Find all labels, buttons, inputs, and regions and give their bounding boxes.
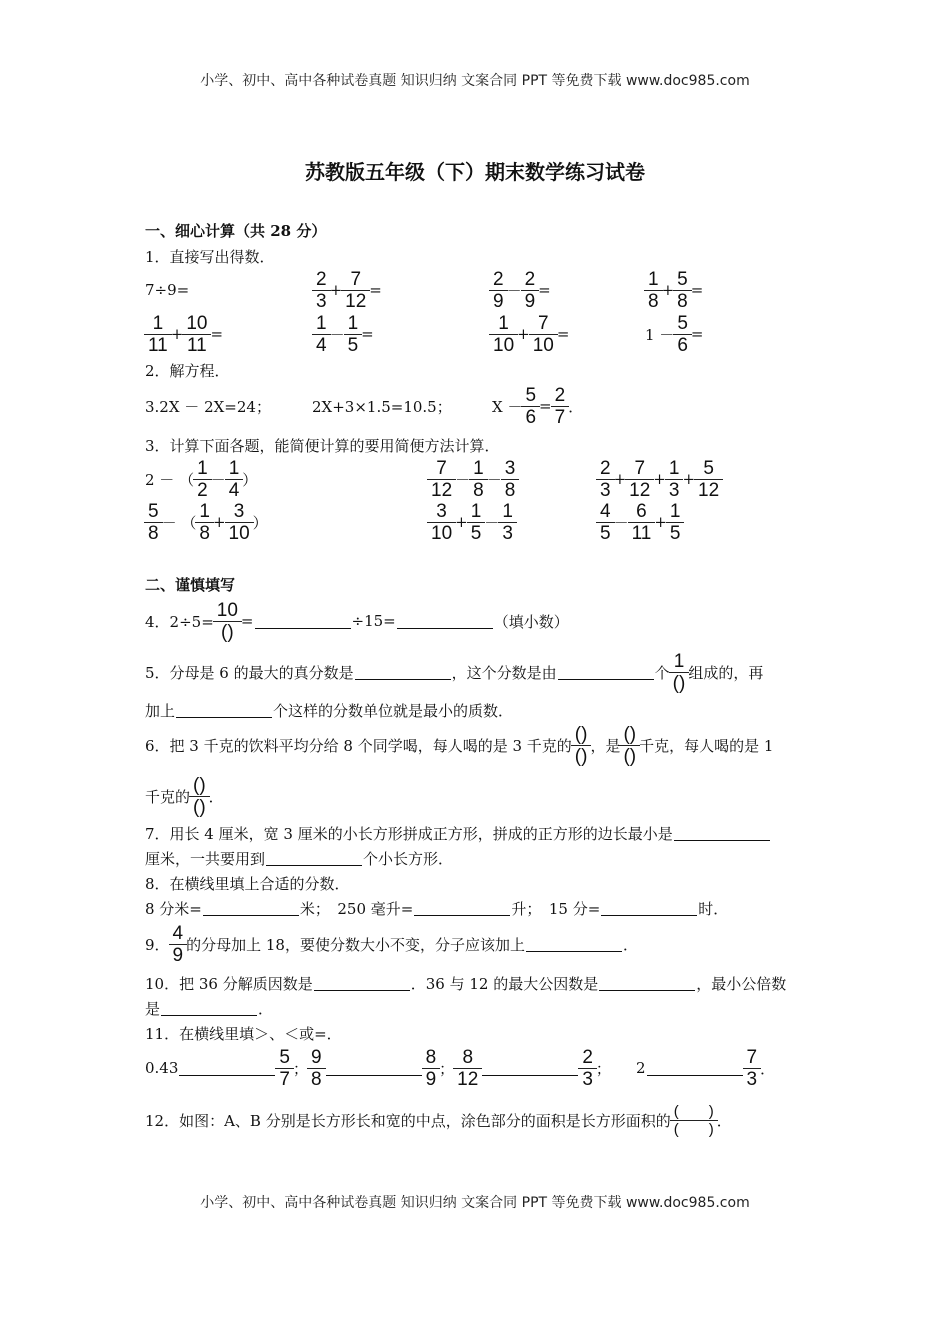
denominator: 12 (427, 479, 456, 501)
fraction (469, 501, 484, 544)
text-segment: + (329, 281, 343, 299)
text-segment: + (517, 325, 530, 343)
denominator: 10 (529, 334, 558, 356)
answer-blank[interactable] (414, 901, 510, 916)
denominator: 12 (694, 479, 723, 501)
fraction (227, 501, 252, 544)
denominator: 8 (144, 522, 163, 544)
fraction (491, 269, 506, 312)
numerator: 2 (316, 268, 327, 290)
text-segment: 6．把 3 千克的饮料平均分给 8 个同学喝，每人喝的是 3 千克的 (145, 736, 572, 755)
fraction (215, 600, 240, 643)
text-segment: 7÷9= (145, 281, 190, 299)
text-segment: 组成的，再 (688, 663, 764, 682)
fraction (675, 269, 690, 312)
q3-item (428, 502, 516, 542)
numerator: 1 (470, 500, 482, 522)
answer-blank[interactable] (179, 1061, 275, 1076)
answer-blank[interactable] (176, 703, 272, 718)
text-segment: = (240, 612, 254, 630)
text-segment: ． (258, 999, 274, 1018)
text-segment: ； (292, 1059, 308, 1078)
q5-line (145, 652, 763, 692)
fraction (580, 1047, 595, 1090)
numerator: 2 (600, 457, 611, 479)
text-segment: － (329, 325, 345, 344)
page-header: 小学、初中、高中各种试卷真题 知识归纳 文案合同 PPT 等免费下载 www.doc985.com (200, 73, 750, 89)
fraction (573, 724, 590, 767)
denominator: 4 (225, 479, 244, 501)
fraction (531, 313, 556, 356)
numerator: 1 (152, 312, 164, 334)
denominator: 3 (578, 1068, 597, 1090)
text-segment: 是 (145, 999, 161, 1018)
text-segment: ． (716, 1111, 732, 1130)
q4 (145, 601, 569, 641)
text-segment: 米； 250 毫升= (299, 899, 414, 918)
fraction (424, 1047, 439, 1090)
q11-item (636, 1048, 775, 1088)
answer-blank[interactable] (482, 1061, 578, 1076)
denominator: 5 (666, 522, 685, 544)
answer-blank[interactable] (326, 1061, 422, 1076)
answer-blank[interactable] (599, 976, 695, 991)
denominator: () (571, 745, 592, 767)
fraction (277, 1047, 292, 1090)
q3-item (145, 502, 268, 542)
text-segment: + (212, 513, 226, 531)
denominator: 8 (469, 479, 488, 501)
answer-blank[interactable] (647, 1061, 743, 1076)
denominator: 4 (312, 334, 331, 356)
fraction (227, 458, 242, 501)
fraction (667, 458, 682, 501)
page-title: 苏教版五年级（下）期末数学练习试卷 (305, 160, 645, 184)
text-segment: + (455, 513, 468, 531)
fraction (523, 385, 538, 428)
denominator: 5 (344, 334, 363, 356)
numerator: 1 (498, 312, 509, 334)
numerator: 1 (502, 500, 513, 522)
text-segment: = (690, 281, 704, 299)
fraction (598, 458, 613, 501)
text-segment: = (556, 325, 570, 343)
text-segment: 千克的 (145, 787, 191, 806)
fraction (346, 313, 361, 356)
denominator: 2 (193, 479, 212, 501)
text-segment: 12．如图：A、B 分别是长方形长和宽的中点，涂色部分的面积是长方形面积的 (145, 1111, 671, 1130)
denominator: 10 (489, 334, 518, 356)
section-1-heading: 一、细心计算（共 28 分） (145, 221, 327, 240)
numerator: 5 (148, 500, 159, 522)
answer-blank[interactable] (255, 614, 351, 629)
text-segment: ． (622, 935, 638, 954)
numerator: 1 (199, 500, 210, 522)
text-segment: 10．把 36 分解质因数是 (145, 974, 313, 993)
text-segment: + (661, 281, 675, 299)
text-segment: = (361, 325, 374, 343)
numerator: 10 (186, 312, 208, 334)
denominator: 7 (275, 1068, 294, 1090)
text-segment: ，是 (590, 736, 621, 755)
numerator: 2 (582, 1046, 593, 1068)
numerator: 2 (524, 268, 536, 290)
text-segment: X － (492, 397, 523, 416)
fraction (146, 501, 161, 544)
text-segment: ，最小公倍数 (696, 974, 787, 993)
fraction (672, 1103, 716, 1138)
numerator: 5 (525, 384, 537, 406)
fraction (191, 775, 208, 818)
denominator: 11 (182, 334, 211, 356)
fraction (598, 501, 613, 544)
denominator: 3 (743, 1068, 762, 1090)
answer-blank[interactable] (397, 614, 493, 629)
q3-item (597, 502, 683, 542)
fraction (503, 458, 518, 501)
answer-blank[interactable] (203, 901, 299, 916)
text-segment: ÷15= (351, 612, 396, 630)
numerator: 5 (279, 1046, 290, 1068)
denominator: 5 (467, 522, 486, 544)
text-segment: ； (595, 1059, 611, 1078)
numerator: 2 (493, 268, 504, 290)
denominator: () (619, 745, 640, 767)
numerator: 5 (677, 312, 688, 334)
denominator: 3 (665, 479, 684, 501)
numerator: 9 (311, 1046, 322, 1068)
fraction (500, 501, 515, 544)
numerator: 4 (600, 500, 611, 522)
q2-label: 2．解方程． (145, 361, 230, 380)
denominator: 12 (625, 479, 654, 501)
text-segment: ． (208, 787, 224, 806)
denominator: 8 (195, 522, 214, 544)
denominator: 12 (341, 290, 370, 312)
denominator: 3 (312, 290, 331, 312)
denominator: () (213, 621, 242, 643)
answer-blank[interactable] (526, 937, 622, 952)
fraction (491, 313, 516, 356)
text-segment: 2 － （ (145, 470, 195, 489)
fraction (523, 269, 538, 312)
fraction (696, 458, 721, 501)
denominator: 9 (489, 290, 508, 312)
text-segment: ） (252, 513, 268, 532)
text-segment: 4．2÷5= (145, 612, 214, 631)
text-segment: － (210, 470, 226, 489)
numerator: 4 (172, 922, 184, 944)
text-segment: ． (568, 397, 584, 416)
fraction (171, 923, 186, 966)
text-segment: + (682, 470, 696, 488)
text-segment: + (654, 513, 667, 531)
section-2-heading: 二、谨慎填写 (145, 575, 236, 594)
fraction (309, 1047, 324, 1090)
numerator: 3 (504, 457, 516, 479)
text-segment: － (613, 513, 629, 532)
text-segment: + (170, 325, 184, 343)
q1-item (645, 270, 703, 310)
answer-blank[interactable] (314, 976, 410, 991)
text-segment: = (369, 281, 382, 299)
numerator: 1 (673, 650, 685, 672)
fraction (471, 458, 486, 501)
numerator: 3 (233, 500, 245, 522)
q3-item (428, 459, 518, 499)
text-segment: － （ (161, 513, 197, 532)
q12 (145, 1100, 732, 1140)
denominator: () (189, 796, 210, 818)
numerator: 7 (538, 312, 549, 334)
numerator: 7 (436, 457, 447, 479)
fraction (671, 651, 688, 694)
fraction (429, 501, 454, 544)
text-segment: ． (760, 1059, 776, 1078)
q11-item (145, 1048, 611, 1088)
denominator: 7 (551, 406, 570, 428)
text-segment: 8 分米= (145, 899, 202, 918)
text-segment: 9． (145, 935, 170, 954)
text-segment: － (484, 513, 500, 532)
text-segment: 1 － (645, 325, 675, 344)
q9 (145, 924, 638, 964)
text-segment: 5．分母是 6 的最大的真分数是 (145, 663, 354, 682)
numerator: 5 (677, 268, 688, 290)
numerator: 7 (634, 457, 646, 479)
q1-item (645, 314, 703, 354)
q3-label: 3．计算下面各题，能简便计算的要用简便方法计算． (145, 436, 500, 455)
q1-item (490, 314, 569, 354)
numerator: 1 (197, 457, 208, 479)
q2-item (145, 386, 271, 426)
q3-item (145, 459, 257, 499)
numerator: () (574, 723, 588, 745)
q1-item (313, 270, 382, 310)
numerator: 6 (636, 500, 647, 522)
fraction (197, 501, 212, 544)
denominator: 8 (673, 290, 692, 312)
q6-line (145, 725, 773, 765)
numerator: 1 (669, 500, 681, 522)
numerator: 10 (216, 599, 238, 621)
fraction (553, 385, 568, 428)
q6-line (145, 776, 224, 816)
text-segment: ； (439, 1059, 455, 1078)
fraction (630, 501, 654, 544)
denominator: 8 (644, 290, 663, 312)
denominator: () (669, 672, 690, 694)
denominator: 11 (144, 334, 172, 356)
numerator: 7 (350, 268, 362, 290)
denominator: 10 (225, 522, 254, 544)
fraction (621, 724, 638, 767)
fraction (314, 313, 329, 356)
text-segment: 8．在横线里填上合适的分数． (145, 874, 350, 893)
text-segment: 个这样的分数单位就是最小的质数． (273, 701, 514, 720)
text-segment: 个小长方形． (363, 849, 454, 868)
q2-item (312, 386, 452, 426)
fraction (668, 501, 683, 544)
numerator: 1 (347, 312, 359, 334)
q8-line (145, 888, 728, 928)
text-segment: 2 (636, 1059, 646, 1077)
fraction (195, 458, 210, 501)
text-segment: 加上 (145, 701, 176, 720)
fraction (314, 269, 329, 312)
text-segment: 千克，每人喝的是 1 (639, 736, 774, 755)
denominator: 12 (453, 1068, 482, 1090)
text-segment: = (690, 325, 704, 343)
q5-line (145, 690, 513, 730)
text-segment: = (539, 397, 552, 415)
q1-item (145, 314, 223, 354)
fraction (429, 458, 454, 501)
q1-item (145, 270, 189, 310)
text-segment: － (455, 470, 471, 489)
numerator: 1 (648, 268, 659, 290)
text-segment: 2X+3×1.5=10.5； (312, 397, 452, 416)
denominator: 6 (521, 406, 540, 428)
fraction (627, 458, 652, 501)
fraction (745, 1047, 760, 1090)
text-segment: + (653, 470, 666, 488)
text-segment: = (210, 325, 224, 343)
denominator: 8 (307, 1068, 326, 1090)
page-footer: 小学、初中、高中各种试卷真题 知识归纳 文案合同 PPT 等免费下载 www.doc985.com (200, 1195, 750, 1211)
denominator: 5 (596, 522, 615, 544)
text-segment: 3.2X － 2X=24； (145, 397, 271, 416)
denominator: ( ) (670, 1120, 718, 1138)
numerator: 8 (425, 1046, 437, 1068)
q1-label: 1．直接写出得数． (145, 247, 275, 266)
numerator: 5 (703, 457, 714, 479)
text-segment: 个 (654, 663, 670, 682)
text-segment: + (613, 470, 627, 488)
numerator: 7 (746, 1046, 758, 1068)
fraction (646, 269, 661, 312)
numerator: 1 (473, 457, 484, 479)
numerator: () (623, 723, 637, 745)
numerator: ( ) (673, 1102, 714, 1120)
denominator: 8 (501, 479, 520, 501)
denominator: 10 (427, 522, 456, 544)
text-segment: 升； 15 分= (511, 899, 601, 918)
denominator: 9 (422, 1068, 441, 1090)
answer-blank[interactable] (355, 665, 451, 680)
denominator: 3 (596, 479, 615, 501)
numerator: 8 (462, 1046, 474, 1068)
denominator: 6 (673, 334, 692, 356)
text-segment: 厘米，一共要用到 (145, 849, 266, 868)
text-segment: 时． (698, 899, 729, 918)
text-segment: = (538, 281, 551, 299)
text-segment: ） (242, 470, 258, 489)
denominator: 3 (498, 522, 517, 544)
text-segment: ．36 与 12 的最大公因数是 (410, 974, 599, 993)
text-segment: ，这个分数是由 (451, 663, 557, 682)
answer-blank[interactable] (674, 826, 770, 841)
text-segment: （填小数） (493, 612, 569, 631)
denominator: 9 (521, 290, 540, 312)
text-segment: 的分母加上 18，要使分数大小不变，分子应该加上 (186, 935, 525, 954)
fraction (343, 269, 368, 312)
numerator: 1 (316, 312, 327, 334)
text-segment: － (506, 281, 522, 300)
numerator: 3 (436, 500, 447, 522)
fraction (675, 313, 690, 356)
q1-item (313, 314, 374, 354)
q1-item (490, 270, 551, 310)
denominator: 9 (169, 944, 188, 966)
text-segment: － (486, 470, 502, 489)
text-segment: 0.43 (145, 1059, 179, 1077)
numerator: 2 (554, 384, 566, 406)
text-segment: 7．用长 4 厘米，宽 3 厘米的小长方形拼成正方形，拼成的正方形的边长最小是 (145, 824, 673, 843)
q2-item (492, 386, 583, 426)
numerator: 1 (668, 457, 680, 479)
q11-label: 11．在横线里填＞、＜或=． (145, 1024, 342, 1043)
numerator: 1 (228, 457, 240, 479)
fraction (455, 1047, 480, 1090)
denominator: 11 (628, 522, 656, 544)
q3-item (597, 459, 722, 499)
answer-blank[interactable] (601, 901, 697, 916)
answer-blank[interactable] (558, 665, 654, 680)
numerator: () (193, 774, 206, 796)
